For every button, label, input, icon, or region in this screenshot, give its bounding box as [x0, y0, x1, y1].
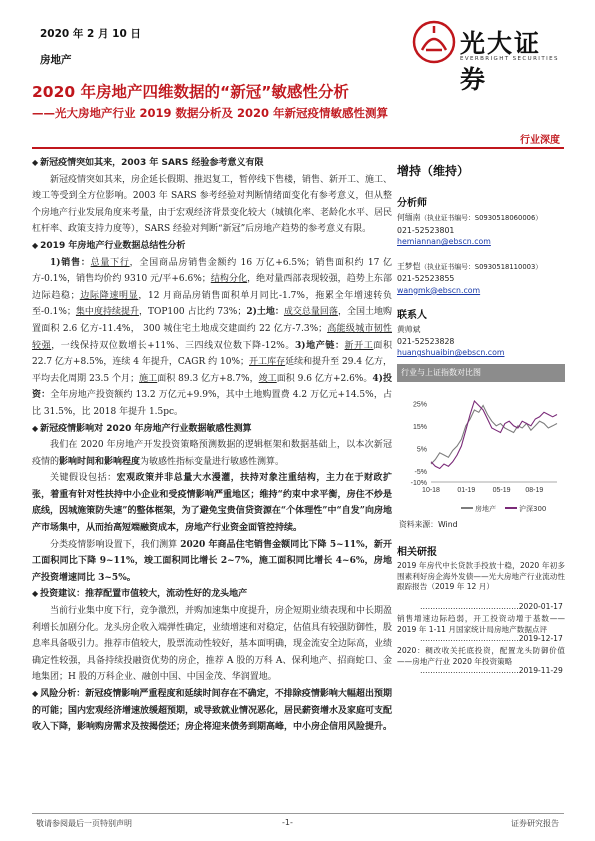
related-report-1-date: …………………………………2020-01-17 [420, 602, 563, 611]
document-type: 行业深度 [520, 135, 560, 146]
diamond-bullet-icon: ◆ [32, 689, 39, 698]
paragraph-risk: ◆ 风险分析：新冠疫情影响严重程度和延续时间存在不确定，不排除疫情影响大幅超出预期的可能；国内宏观经济增速放缓超预期，或导致就业情况恶化，居民薪资增水及家庭可支配收入下降，影响购房需求及按揭偿还；房企将迎来债务到期高峰，中小房企信用风险提升。 [32, 689, 393, 733]
y-tick-label: 25% [412, 401, 427, 409]
diamond-bullet-icon: ◆ [32, 240, 39, 250]
x-tick-label: 08-19 [525, 487, 544, 494]
paragraph-covid: 新冠疫情突如其来，房企延长假期、推迟复工，暂停线下售楼，销售、新开工、施工、竣工等受到全方位影响。2003 年 SARS 参考经验对判断情绪面变化有参考意义，但从整个房地产行业发展角度来考量，由于宏观经济背景变化较大（城镇化率、老龄化水平、居民杠杆率、政策支持力度等），SARS 经验对判断“新冠”后房地产趋势的参考意义有限。 [32, 174, 393, 235]
diamond-bullet-icon: ◆ [32, 589, 39, 599]
related-report-1[interactable]: 2019 年房代中长贷款手投放十稳，2020 年初多围素利好房企海外发债——光大房地产行业流动性跟踪报告（2019 年 12 月） [397, 561, 565, 592]
paragraph-investment: 当前行业集中度下行，竞争激烈，并购加速集中度提升，房企短期业绩表现和中长期盈利增长加剧分化。龙头房企收入端弹性确定，业绩增速和对稳定，估值具有较强防御性，股息率具备吸引力。推荐市值较大，股票流动性较好，基本面明确，现金流安全边际高，业绩确定性较强，具备持续投融资优势的房企，推荐 A 股的万科 A、保利地产、招商蛇口、金地集团；H 股的万科企业、融创中国、中国金茂、华润置地。 [32, 606, 393, 683]
legend-label-1: 沪深300 [519, 505, 547, 513]
analyst-block [397, 194, 542, 296]
sun-logo-icon [412, 20, 456, 64]
paragraph-2019-summary: 1)销售：总量下行，全国商品房销售金额约 16 万亿+6.5%；销售面积约 17 亿方-0.1%，销售均价约 9310 元/平+6.6%；结构分化，绝对量西部表现较强，趋势上东部边际趋稳；边际降速明显，12 月商品房销售面积单月同比-1.7%，拖累全年增速转负至-0.1%；集中度持续提升，TOP100 占比约 73%；2)土地：成交总量回落，全国土地购置面积 2.6 亿方-11.4%， 300 城住宅土地成交建面约 22 亿方-7.3%；高能级城市韧性较强，一线保持双位数增长+11%、三四线双位数下降-12%。3)地产链：新开工面积 22.7 亿方+8.5%，连续 4 年提升，CAGR 约 10%；开工库存延续和提升至 29.4 亿方，平均去化周期 23.5 个月；施工面积 89.3 亿方+8.7%，竣工面积 9.6 亿方+2.6%。4)投资：全年房地产投资额约 13.2 万亿元+9.9%，其中土地购置费 4.2 万亿元+14.5%，占比 31.5%，比 2018 年提升 1.5pc。 [32, 257, 392, 417]
page-number: -1- [282, 818, 293, 827]
company-logo [412, 18, 562, 94]
related-report-3-date: …………………………………2019-11-29 [420, 666, 563, 675]
related-report-2-date: …………………………………2019-12-17 [420, 634, 563, 643]
report-date: 2020 年 2 月 10 日 [40, 28, 141, 40]
report-summary [32, 155, 392, 736]
contact-block [397, 306, 504, 359]
logo-text-cn: 光大证券 [460, 29, 542, 94]
x-tick-label: 05-19 [492, 487, 511, 494]
paragraph-sensitivity-result: 分类疫情影响设置下，我们测算 2020 年商品住宅销售金额同比下降 5~11%，新开工面积同比下降 9~11%，竣工面积同比增长 2~7%，施工面积同比增长 4~6%，房地产投资增速同比 3~5%。 [32, 539, 392, 583]
rating: 增持（维持） [397, 164, 470, 178]
diamond-bullet-icon: ◆ [32, 423, 39, 433]
analyst-heading: 分析师 [397, 198, 427, 209]
paragraph-key-assumptions: 关键假设包括：宏观政策并非总量大水漫灌，扶持对象注重结构，主力在于财政扩张，着重有针对性扶持中小企业和受疫情影响严重地区；维持“约束中求平衡，房住不炒是底线，因城施策防失速”的整体框架，为了避免宝贵信贷资源在“个体理性”中“自发”向房地产市场集中，从而抬高短端融资成本，房地产行业资金面管控持续。 [32, 473, 392, 534]
industry-vs-index-chart [397, 384, 565, 516]
contact-name: 黄帅斌 [397, 325, 421, 334]
analyst-2-name: 王梦恺（执业证书编号：S0930518110003） [397, 261, 543, 271]
analyst-1-email[interactable]: hemiannan@ebscn.com [397, 237, 491, 246]
x-tick-label: 01-19 [457, 487, 476, 494]
chart-title: 行业与上证指数对比图 [397, 364, 565, 382]
report-title: 2020 年房地产四维数据的“新冠”敏感性分析 [32, 83, 349, 101]
section-heading-sensitivity: ◆ 新冠疫情影响对 2020 年房地产行业数据敏感性测算 [32, 423, 252, 434]
diamond-bullet-icon: ◆ [32, 158, 39, 167]
related-report-3[interactable]: 2020：稠改收关托底投资，配置龙头防御价值——房地产行业 2020 年投资策略 [397, 646, 565, 666]
section-heading-covid: ◆ 新冠疫情突如其来，2003 年 SARS 经验参考意义有限 [32, 158, 264, 168]
analyst-1-phone: 021-52523801 [397, 225, 455, 235]
section-heading-investment: ◆ 投资建议：推荐配置市值较大，流动性好的龙头地产 [32, 589, 248, 600]
y-tick-label: 15% [412, 423, 427, 431]
legend-label-0: 房地产 [475, 505, 496, 513]
x-tick-label: 10-18 [422, 487, 440, 494]
analyst-1-name: 何缅南（执业证书编号：S0930518060006） [397, 213, 543, 222]
paragraph-sensitivity-method: 我们在 2020 年房地产开发投资策略预测数据的逻辑框架和数据基础上，以本次新冠疫情的影响时间和影响程度为敏感性指标变量进行敏感性测算。 [32, 440, 392, 467]
y-tick-label: -5% [414, 468, 427, 476]
contact-heading: 联系人 [397, 310, 427, 321]
series-line-0 [431, 406, 557, 465]
report-subtitle: ——光大房地产行业 2019 数据分析及 2020 年新冠疫情敏感性测算 [32, 106, 389, 120]
related-research-heading: 相关研报 [397, 547, 437, 558]
footer-disclaimer: 敬请参阅最后一页特别声明 [36, 819, 132, 828]
series-line-1 [431, 401, 557, 469]
chart-source: 资料来源：Wind [399, 520, 458, 529]
y-tick-label: 5% [416, 446, 427, 454]
y-tick-label: -10% [410, 480, 427, 487]
footer-report-type: 证券研究报告 [511, 819, 559, 828]
contact-email[interactable]: huangshuaibin@ebscn.com [397, 348, 505, 357]
related-report-2[interactable]: 销售增速边际趋弱，开工投资动增于基数——2019 年 1-11 月国家统计局房地产数据点评 [397, 614, 565, 634]
contact-phone: 021-52523828 [397, 336, 455, 346]
header-divider [32, 147, 564, 149]
logo-text-en: EVERBRIGHT SECURITIES [460, 56, 559, 62]
analyst-2-email[interactable]: wangmk@ebscn.com [397, 285, 481, 295]
section-heading-2019: ◆ 2019 年房地产行业数据总结性分析 [32, 240, 186, 251]
footer-divider [32, 813, 564, 814]
industry-label: 房地产 [40, 54, 72, 66]
analyst-2-phone: 021-52523855 [397, 274, 455, 283]
